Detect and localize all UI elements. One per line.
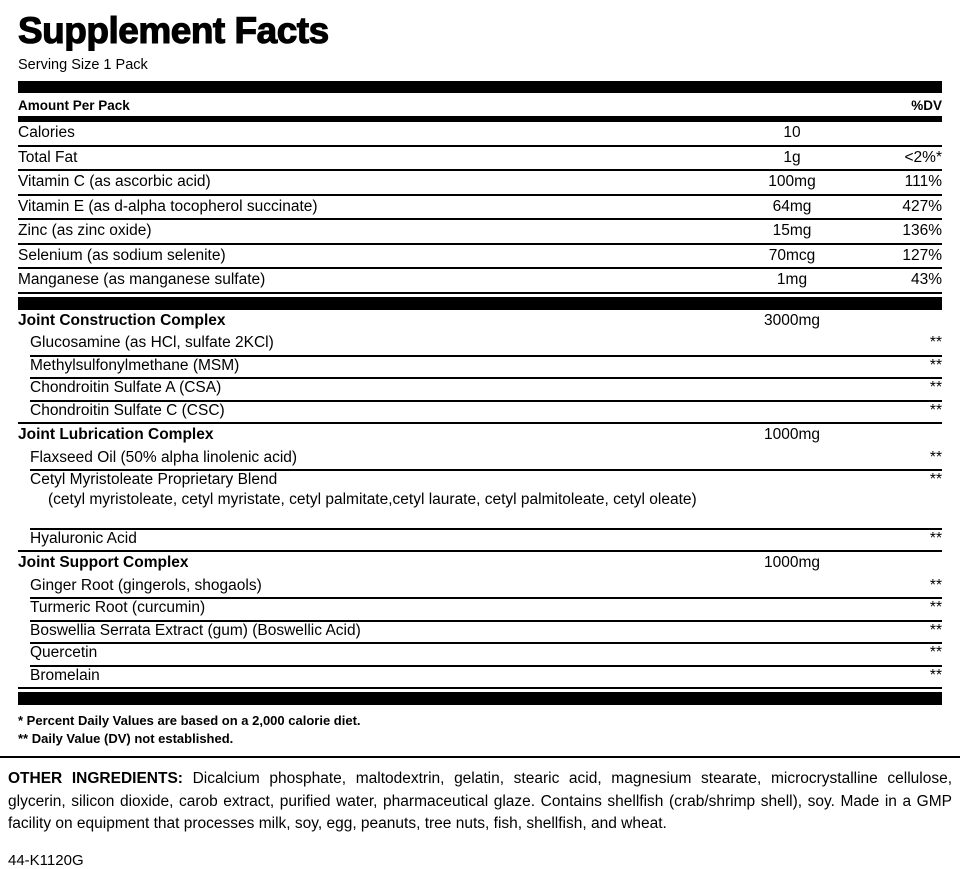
nutrient-dv: ** bbox=[929, 599, 942, 617]
nutrient-dv: ** bbox=[929, 471, 942, 489]
nutrient-name: Boswellia Serrata Extract (gum) (Boswellic Acid) bbox=[30, 621, 361, 639]
nutrient-name: Manganese (as manganese sulfate) bbox=[18, 271, 266, 289]
nutrient-dv: ** bbox=[929, 529, 942, 547]
nutrient-name: Total Fat bbox=[18, 148, 78, 166]
nutrient-dv: ** bbox=[929, 666, 942, 684]
nutrient-name: Zinc (as zinc oxide) bbox=[18, 222, 152, 240]
nutrient-dv: ** bbox=[929, 379, 942, 397]
nutrient-name: Glucosamine (as HCl, sulfate 2KCl) bbox=[30, 334, 274, 352]
nutrient-dv: ** bbox=[929, 356, 942, 374]
complex-name: Joint Support Complex bbox=[18, 554, 189, 572]
footnote-not-established: ** Daily Value (DV) not established. bbox=[18, 731, 234, 747]
nutrient-dv: 136% bbox=[902, 222, 942, 240]
nutrient-name: Chondroitin Sulfate A (CSA) bbox=[30, 379, 222, 397]
nutrient-amount: 70mcg bbox=[768, 246, 816, 264]
complex-name: Joint Construction Complex bbox=[18, 311, 226, 329]
complex-name: Joint Lubrication Complex bbox=[18, 426, 214, 444]
nutrient-amount: 100mg bbox=[768, 173, 816, 191]
nutrient-dv: 427% bbox=[902, 197, 942, 215]
other-ingredients-text bbox=[8, 768, 952, 836]
nutrient-name: Hyaluronic Acid bbox=[30, 529, 137, 547]
nutrient-row bbox=[18, 469, 942, 528]
footnotes bbox=[18, 705, 942, 756]
nutrient-amount: 1g bbox=[783, 148, 801, 166]
nutrient-dv: ** bbox=[929, 621, 942, 639]
nutrient-amount: 1000mg bbox=[763, 426, 820, 444]
nutrient-amount: 1000mg bbox=[763, 554, 820, 572]
nutrient-row bbox=[18, 377, 942, 400]
panel-title: Supplement Facts bbox=[18, 10, 329, 51]
column-header-row bbox=[18, 93, 942, 116]
nutrient-row bbox=[18, 194, 942, 219]
nutrient-row bbox=[18, 243, 942, 268]
nutrient-row bbox=[18, 169, 942, 194]
nutrient-amount: 10 bbox=[783, 124, 801, 142]
nutrient-row bbox=[18, 122, 942, 145]
nutrient-rows bbox=[18, 122, 942, 705]
footnote-daily-values: * Percent Daily Values are based on a 2,000 calorie diet. bbox=[18, 713, 361, 729]
serving-size: Serving Size 1 Pack bbox=[18, 57, 148, 74]
nutrient-dv: 43% bbox=[910, 271, 942, 289]
nutrient-name: Methylsulfonylmethane (MSM) bbox=[30, 356, 240, 374]
nutrient-dv: ** bbox=[929, 334, 942, 352]
nutrient-row bbox=[18, 597, 942, 620]
section-separator-bar bbox=[18, 297, 942, 310]
nutrient-row bbox=[18, 528, 942, 551]
other-ingredients-body: Dicalcium phosphate, maltodextrin, gelatin, stearic acid, magnesium stearate, microcrystalline cellulose, glycerin, silicon dioxide, carob extract, purified water, pharmaceutical glaze. Contains shellfish (crab/shrimp shell), soy. Made in a GMP facility on equipment that processes milk, soy, egg, peanuts, tree nuts, fish, shellfish, and wheat. bbox=[8, 770, 952, 833]
nutrient-name: Vitamin C (as ascorbic acid) bbox=[18, 173, 211, 191]
nutrient-row bbox=[18, 400, 942, 423]
nutrient-row bbox=[18, 575, 942, 598]
nutrient-dv: ** bbox=[929, 401, 942, 419]
nutrient-row bbox=[18, 355, 942, 378]
section-separator-bar bbox=[18, 692, 942, 705]
row-separator-line bbox=[18, 292, 942, 294]
nutrient-name: Cetyl Myristoleate Proprietary Blend bbox=[30, 471, 278, 489]
dv-header: %DV bbox=[911, 98, 942, 114]
nutrient-name: Chondroitin Sulfate C (CSC) bbox=[30, 401, 225, 419]
nutrient-dv: 127% bbox=[902, 246, 942, 264]
product-code: 44-K1120G bbox=[8, 851, 84, 869]
nutrient-name: Selenium (as sodium selenite) bbox=[18, 246, 226, 264]
nutrient-dv: 111% bbox=[904, 173, 942, 191]
complex-row bbox=[18, 422, 942, 447]
nutrient-row bbox=[18, 620, 942, 643]
nutrient-amount: 64mg bbox=[772, 197, 812, 215]
nutrient-dv: <2%* bbox=[904, 148, 942, 166]
nutrient-name: Turmeric Root (curcumin) bbox=[30, 599, 206, 617]
nutrient-amount: 1mg bbox=[776, 271, 808, 289]
nutrient-dv: ** bbox=[929, 448, 942, 466]
nutrient-row bbox=[18, 218, 942, 243]
top-separator-bar bbox=[18, 81, 942, 93]
nutrient-name: Quercetin bbox=[30, 644, 98, 662]
blend-detail: (cetyl myristoleate, cetyl myristate, cetyl palmitate,cetyl laurate, cetyl palmitoleate, cetyl oleate) bbox=[48, 491, 697, 509]
complex-row bbox=[18, 550, 942, 575]
nutrient-name: Vitamin E (as d-alpha tocopherol succinate) bbox=[18, 197, 318, 215]
nutrient-dv: ** bbox=[929, 644, 942, 662]
nutrient-name: Calories bbox=[18, 124, 75, 142]
row-separator-line bbox=[18, 687, 942, 689]
complex-row bbox=[18, 310, 942, 333]
nutrient-amount: 15mg bbox=[772, 222, 812, 240]
nutrient-amount: 3000mg bbox=[763, 311, 820, 329]
nutrient-dv: ** bbox=[929, 576, 942, 594]
other-ingredients-section bbox=[0, 758, 960, 869]
nutrient-row bbox=[18, 447, 942, 470]
nutrient-name: Bromelain bbox=[30, 666, 100, 684]
nutrient-row bbox=[18, 267, 942, 292]
nutrient-row bbox=[18, 332, 942, 355]
nutrient-row bbox=[18, 642, 942, 665]
nutrient-name: Ginger Root (gingerols, shogaols) bbox=[30, 576, 262, 594]
nutrient-row bbox=[18, 665, 942, 688]
nutrient-row bbox=[18, 145, 942, 170]
other-ingredients-label: OTHER INGREDIENTS: bbox=[8, 770, 183, 788]
amount-per-pack-header: Amount Per Pack bbox=[18, 98, 130, 114]
nutrient-name: Flaxseed Oil (50% alpha linolenic acid) bbox=[30, 448, 298, 466]
